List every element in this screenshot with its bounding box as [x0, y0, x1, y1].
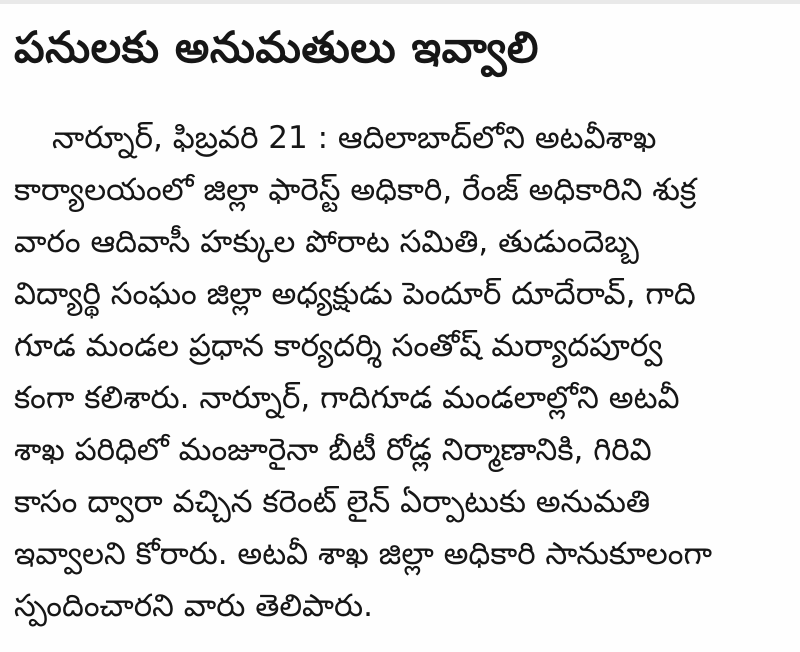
article-line: వారం ఆదివాసీ హక్కుల పోరాట సమితి, తుడుందెబ్బ — [14, 224, 639, 260]
article-line: శాఖ పరిధిలో మంజూరైనా బీటీ రోడ్ల నిర్మాణానికి, గిరివి — [14, 432, 652, 468]
article-line: కార్యాలయంలో జిల్లా ఫారెస్ట్ అధికారి, రేంజ్ అధికారిని శుక్ర — [14, 172, 697, 208]
article-line: గూడ మండల ప్రధాన కార్యదర్శి సంతోష్ మర్యాదపూర్వ — [14, 328, 663, 364]
article-line: స్పందించారని వారు తెలిపారు. — [14, 588, 373, 624]
top-divider — [0, 0, 800, 4]
article-body — [14, 112, 790, 632]
article-headline: పనులకు అనుమతులు ఇవ్వాలి — [14, 23, 539, 73]
article-line: విద్యార్థి సంఘం జిల్లా అధ్యక్షుడు పెందూర్ దూదేరావ్, గాది — [14, 276, 696, 312]
article-line: కంగా కలిశారు. నార్నూర్, గాదిగూడ మండలాల్లోని అటవీ — [14, 380, 680, 416]
article-line: కాసం ద్వారా వచ్చిన కరెంట్ లైన్ ఏర్పాటుకు అనుమతి — [14, 484, 651, 520]
article-line: ఇవ్వాలని కోరారు. అటవీ శాఖ జిల్లా అధికారి సానుకూలంగా — [14, 536, 713, 572]
article-line: నార్నూర్, ఫిబ్రవరి 21 : ఆదిలాబాద్‌లోని అటవీశాఖ — [52, 120, 657, 156]
